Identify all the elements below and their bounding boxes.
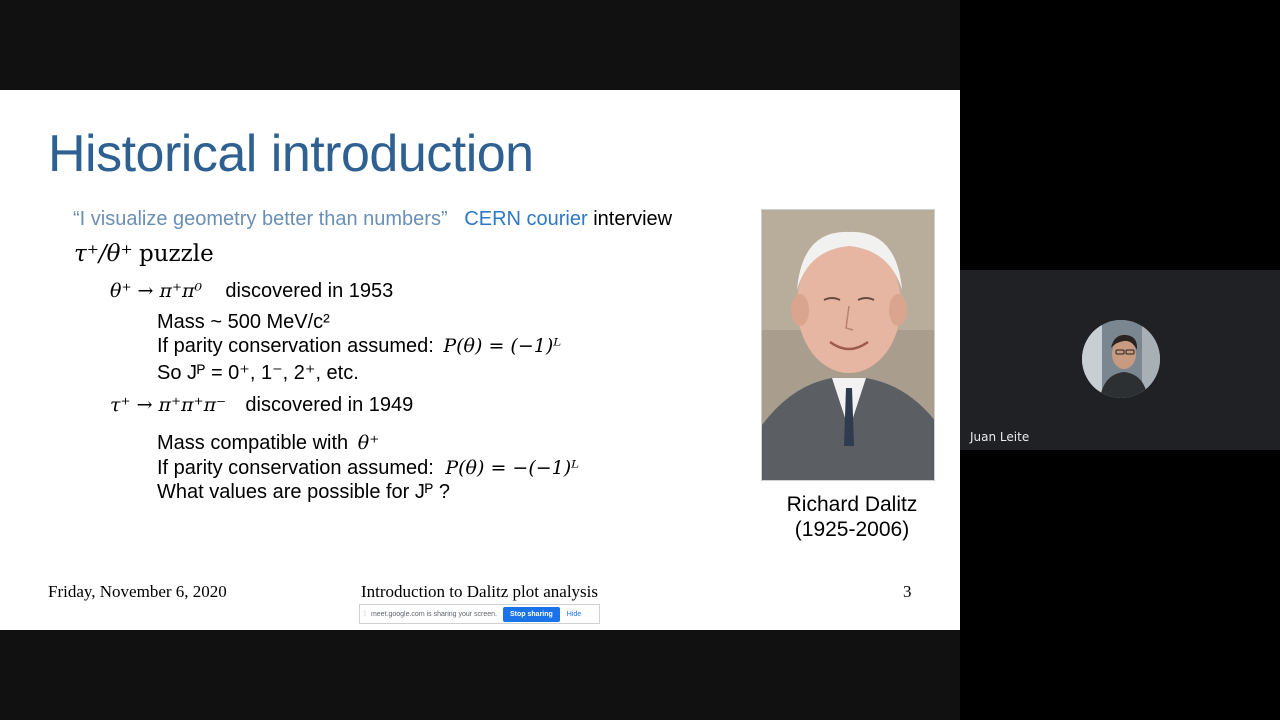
footer-date: Friday, November 6, 2020 — [48, 582, 227, 601]
theta-mass: Mass ~ 500 MeV/c² — [157, 311, 330, 333]
theta-decay-formula: θ⁺ → π⁺π⁰ — [110, 280, 203, 302]
drag-handle-icon[interactable]: ⁞ — [364, 610, 366, 618]
participant-tile[interactable] — [960, 270, 1280, 450]
avatar — [1082, 320, 1160, 398]
jp-question: What values are possible for Jᴾ ? — [157, 481, 450, 503]
presentation-slide — [0, 90, 960, 630]
theta-parity-line — [157, 335, 561, 358]
theta-discovered: discovered in 1953 — [225, 280, 394, 302]
parity-label: If parity conservation assumed: — [157, 335, 434, 357]
theta-jp-values: So Jᴾ = 0⁺, 1⁻, 2⁺, etc. — [157, 362, 359, 384]
bottom-letterbox — [0, 630, 960, 720]
footer-title: Introduction to Dalitz plot analysis — [361, 582, 599, 601]
portrait-caption — [762, 492, 942, 542]
quote-line — [73, 208, 672, 231]
mass-compatible-label: Mass compatible with — [157, 432, 349, 454]
puzzle-word: puzzle — [139, 241, 214, 267]
puzzle-math: τ⁺/θ⁺ — [74, 241, 133, 267]
portrait-name: Richard Dalitz — [786, 493, 918, 516]
share-status-text: meet.google.com is sharing your screen. — [370, 610, 498, 618]
stop-sharing-button[interactable]: Stop sharing — [503, 607, 560, 622]
tau-decay-formula: τ⁺ → π⁺π⁺π⁻ — [110, 394, 227, 416]
portrait-years: (1925-2006) — [794, 518, 910, 541]
dalitz-portrait — [761, 209, 935, 481]
tau-discovered: discovered in 1949 — [245, 394, 414, 416]
cern-courier-link[interactable]: CERN courier — [464, 208, 588, 230]
top-letterbox — [0, 0, 960, 90]
theta-decay-line — [110, 280, 393, 303]
puzzle-heading — [74, 240, 214, 267]
tau-parity-formula: P(θ) = −(−1)ᴸ — [445, 457, 580, 479]
participant-name: Juan Leite — [970, 430, 1030, 444]
hide-button[interactable]: Hide — [566, 610, 582, 618]
tau-parity-line — [157, 457, 579, 480]
tau-decay-line — [110, 394, 413, 417]
dalitz-quote: “I visualize geometry better than numbers” — [73, 208, 448, 230]
tau-mass-line — [157, 432, 379, 455]
parity-label: If parity conservation assumed: — [157, 457, 434, 479]
slide-number: 3 — [903, 582, 912, 601]
mass-compatible-math: θ⁺ — [357, 432, 380, 454]
screen-share-bar — [359, 604, 600, 624]
theta-parity-formula: P(θ) = (−1)ᴸ — [443, 335, 562, 357]
link-suffix: interview — [593, 208, 673, 230]
slide-title: Historical introduction — [48, 125, 534, 183]
